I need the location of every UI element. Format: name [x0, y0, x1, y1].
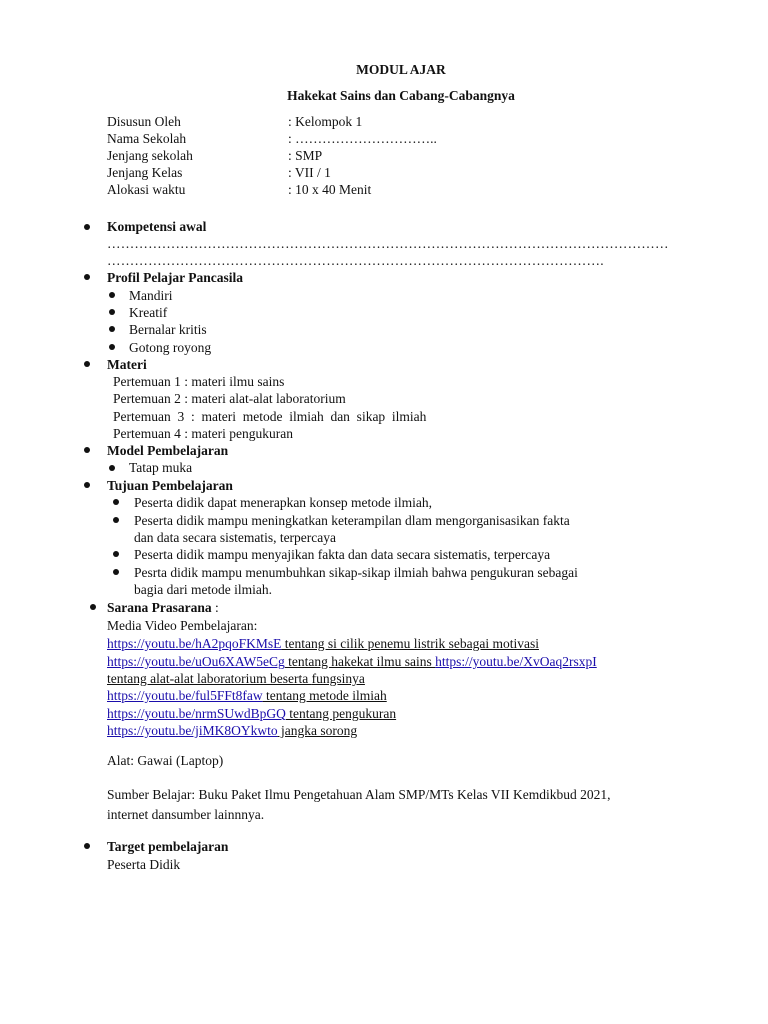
sarana-colon: :	[211, 600, 219, 615]
video-link-4-desc: tentang metode ilmiah	[262, 688, 387, 703]
meta-label: Nama Sekolah	[107, 131, 187, 146]
materi-item: Pertemuan 1 : materi ilmu sains	[113, 374, 285, 389]
meta-value: : SMP	[288, 148, 323, 163]
section-heading-materi: Materi	[107, 357, 147, 372]
video-link-3-tail: fungsinya	[311, 671, 365, 686]
bullet-icon	[84, 361, 90, 367]
sumber-text-2: internet dansumber lainnnya.	[107, 807, 265, 822]
meta-label: Disusun Oleh	[107, 114, 181, 129]
materi-item: Pertemuan 3 : materi metode ilmiah dan sikap ilmiah	[113, 409, 427, 424]
section-heading-kompetensi: Kompetensi awal	[107, 219, 207, 234]
tujuan-item-cont: bagia dari metode ilmiah.	[134, 582, 272, 597]
video-link-1[interactable]: https://youtu.be/hA2pqoFKMsE	[107, 636, 282, 651]
sumber-text-1: Sumber Belajar: Buku Paket Ilmu Pengetahuan Alam SMP/MTs Kelas VII Kemdikbud 2021,	[107, 787, 611, 802]
meta-value: : 10 x 40 Menit	[288, 182, 372, 197]
sarana-heading-text: Sarana Prasarana	[107, 600, 212, 615]
bullet-icon	[109, 326, 115, 332]
meta-value: : Kelompok 1	[288, 114, 363, 129]
bullet-icon	[84, 482, 90, 488]
profil-item: Mandiri	[129, 288, 173, 303]
video-link-row	[107, 687, 387, 704]
meta-value: : VII / 1	[288, 165, 331, 180]
document-subtitle: Hakekat Sains dan Cabang-Cabangnya	[287, 88, 515, 103]
section-heading-tujuan: Tujuan Pembelajaran	[107, 478, 233, 493]
meta-label: Jenjang sekolah	[107, 148, 193, 163]
video-link-1-tail: motivasi	[492, 636, 539, 651]
video-link-row	[107, 670, 365, 687]
section-heading-model: Model Pembelajaran	[107, 443, 229, 458]
tujuan-item: Peserta didik mampu meningkatkan keterampilan dlam mengorganisasikan fakta	[134, 513, 570, 528]
meta-label: Jenjang Kelas	[107, 165, 183, 180]
bullet-icon	[90, 604, 96, 610]
model-item: Tatap muka	[129, 460, 193, 475]
target-item: Peserta Didik	[107, 857, 181, 872]
kompetensi-dotted-line-2: ……………………………………………………………………………………………….	[107, 253, 604, 268]
video-link-6-desc: jangka sorong	[277, 723, 358, 738]
section-heading-target: Target pembelajaran	[107, 839, 229, 854]
video-link-5-desc: tentang pengukuran	[285, 706, 397, 721]
video-link-1-desc: tentang si cilik penemu listrik sebagai	[281, 636, 493, 651]
section-heading-profil: Profil Pelajar Pancasila	[107, 270, 243, 285]
document-title: MODUL AJAR	[356, 62, 446, 77]
bullet-icon	[113, 569, 119, 575]
bullet-icon	[84, 447, 90, 453]
video-link-2[interactable]: https://youtu.be/uOu6XAW5eCg	[107, 654, 285, 669]
profil-item: Kreatif	[129, 305, 168, 320]
bullet-icon	[84, 843, 90, 849]
video-link-3-desc: tentang alat-alat laboratorium beserta	[107, 671, 312, 686]
bullet-icon	[109, 344, 115, 350]
tujuan-item-cont: dan data secara sistematis, terpercaya	[134, 530, 337, 545]
tujuan-item: Pesrta didik mampu menumbuhkan sikap-sikap ilmiah bahwa pengukuran sebagai	[134, 565, 578, 580]
media-label: Media Video Pembelajaran:	[107, 618, 258, 633]
tujuan-item: Peserta didik dapat menerapkan konsep metode ilmiah,	[134, 495, 433, 510]
video-link-5[interactable]: https://youtu.be/nrmSUwdBpGQ	[107, 706, 286, 721]
video-link-3[interactable]: https://youtu.be/XvOaq2rsxpI	[435, 654, 597, 669]
materi-item: Pertemuan 4 : materi pengukuran	[113, 426, 293, 441]
bullet-icon	[109, 292, 115, 298]
video-link-row	[107, 635, 539, 652]
alat-text: Alat: Gawai (Laptop)	[107, 753, 224, 768]
video-link-4[interactable]: https://youtu.be/ful5FFt8faw	[107, 688, 263, 703]
section-heading-sarana	[107, 599, 219, 616]
video-link-2-desc: tentang hakekat ilmu sains	[284, 654, 436, 669]
tujuan-item: Peserta didik mampu menyajikan fakta dan data secara sistematis, terpercaya	[134, 547, 551, 562]
profil-item: Gotong royong	[129, 340, 212, 355]
kompetensi-dotted-line-1: ……………………………………………………………………………………………………………	[107, 236, 669, 251]
meta-value: : …………………………..	[288, 131, 437, 146]
video-link-6[interactable]: https://youtu.be/jiMK8OYkwto	[107, 723, 278, 738]
video-link-row	[107, 722, 357, 739]
materi-item: Pertemuan 2 : materi alat-alat laboratorium	[113, 391, 346, 406]
bullet-icon	[109, 309, 115, 315]
bullet-icon	[113, 551, 119, 557]
bullet-icon	[84, 274, 90, 280]
meta-label: Alokasi waktu	[107, 182, 186, 197]
video-link-row	[107, 653, 597, 670]
video-link-row	[107, 705, 396, 722]
bullet-icon	[84, 224, 90, 230]
bullet-icon	[109, 465, 115, 471]
profil-item: Bernalar kritis	[129, 322, 207, 337]
bullet-icon	[113, 499, 119, 505]
bullet-icon	[113, 517, 119, 523]
